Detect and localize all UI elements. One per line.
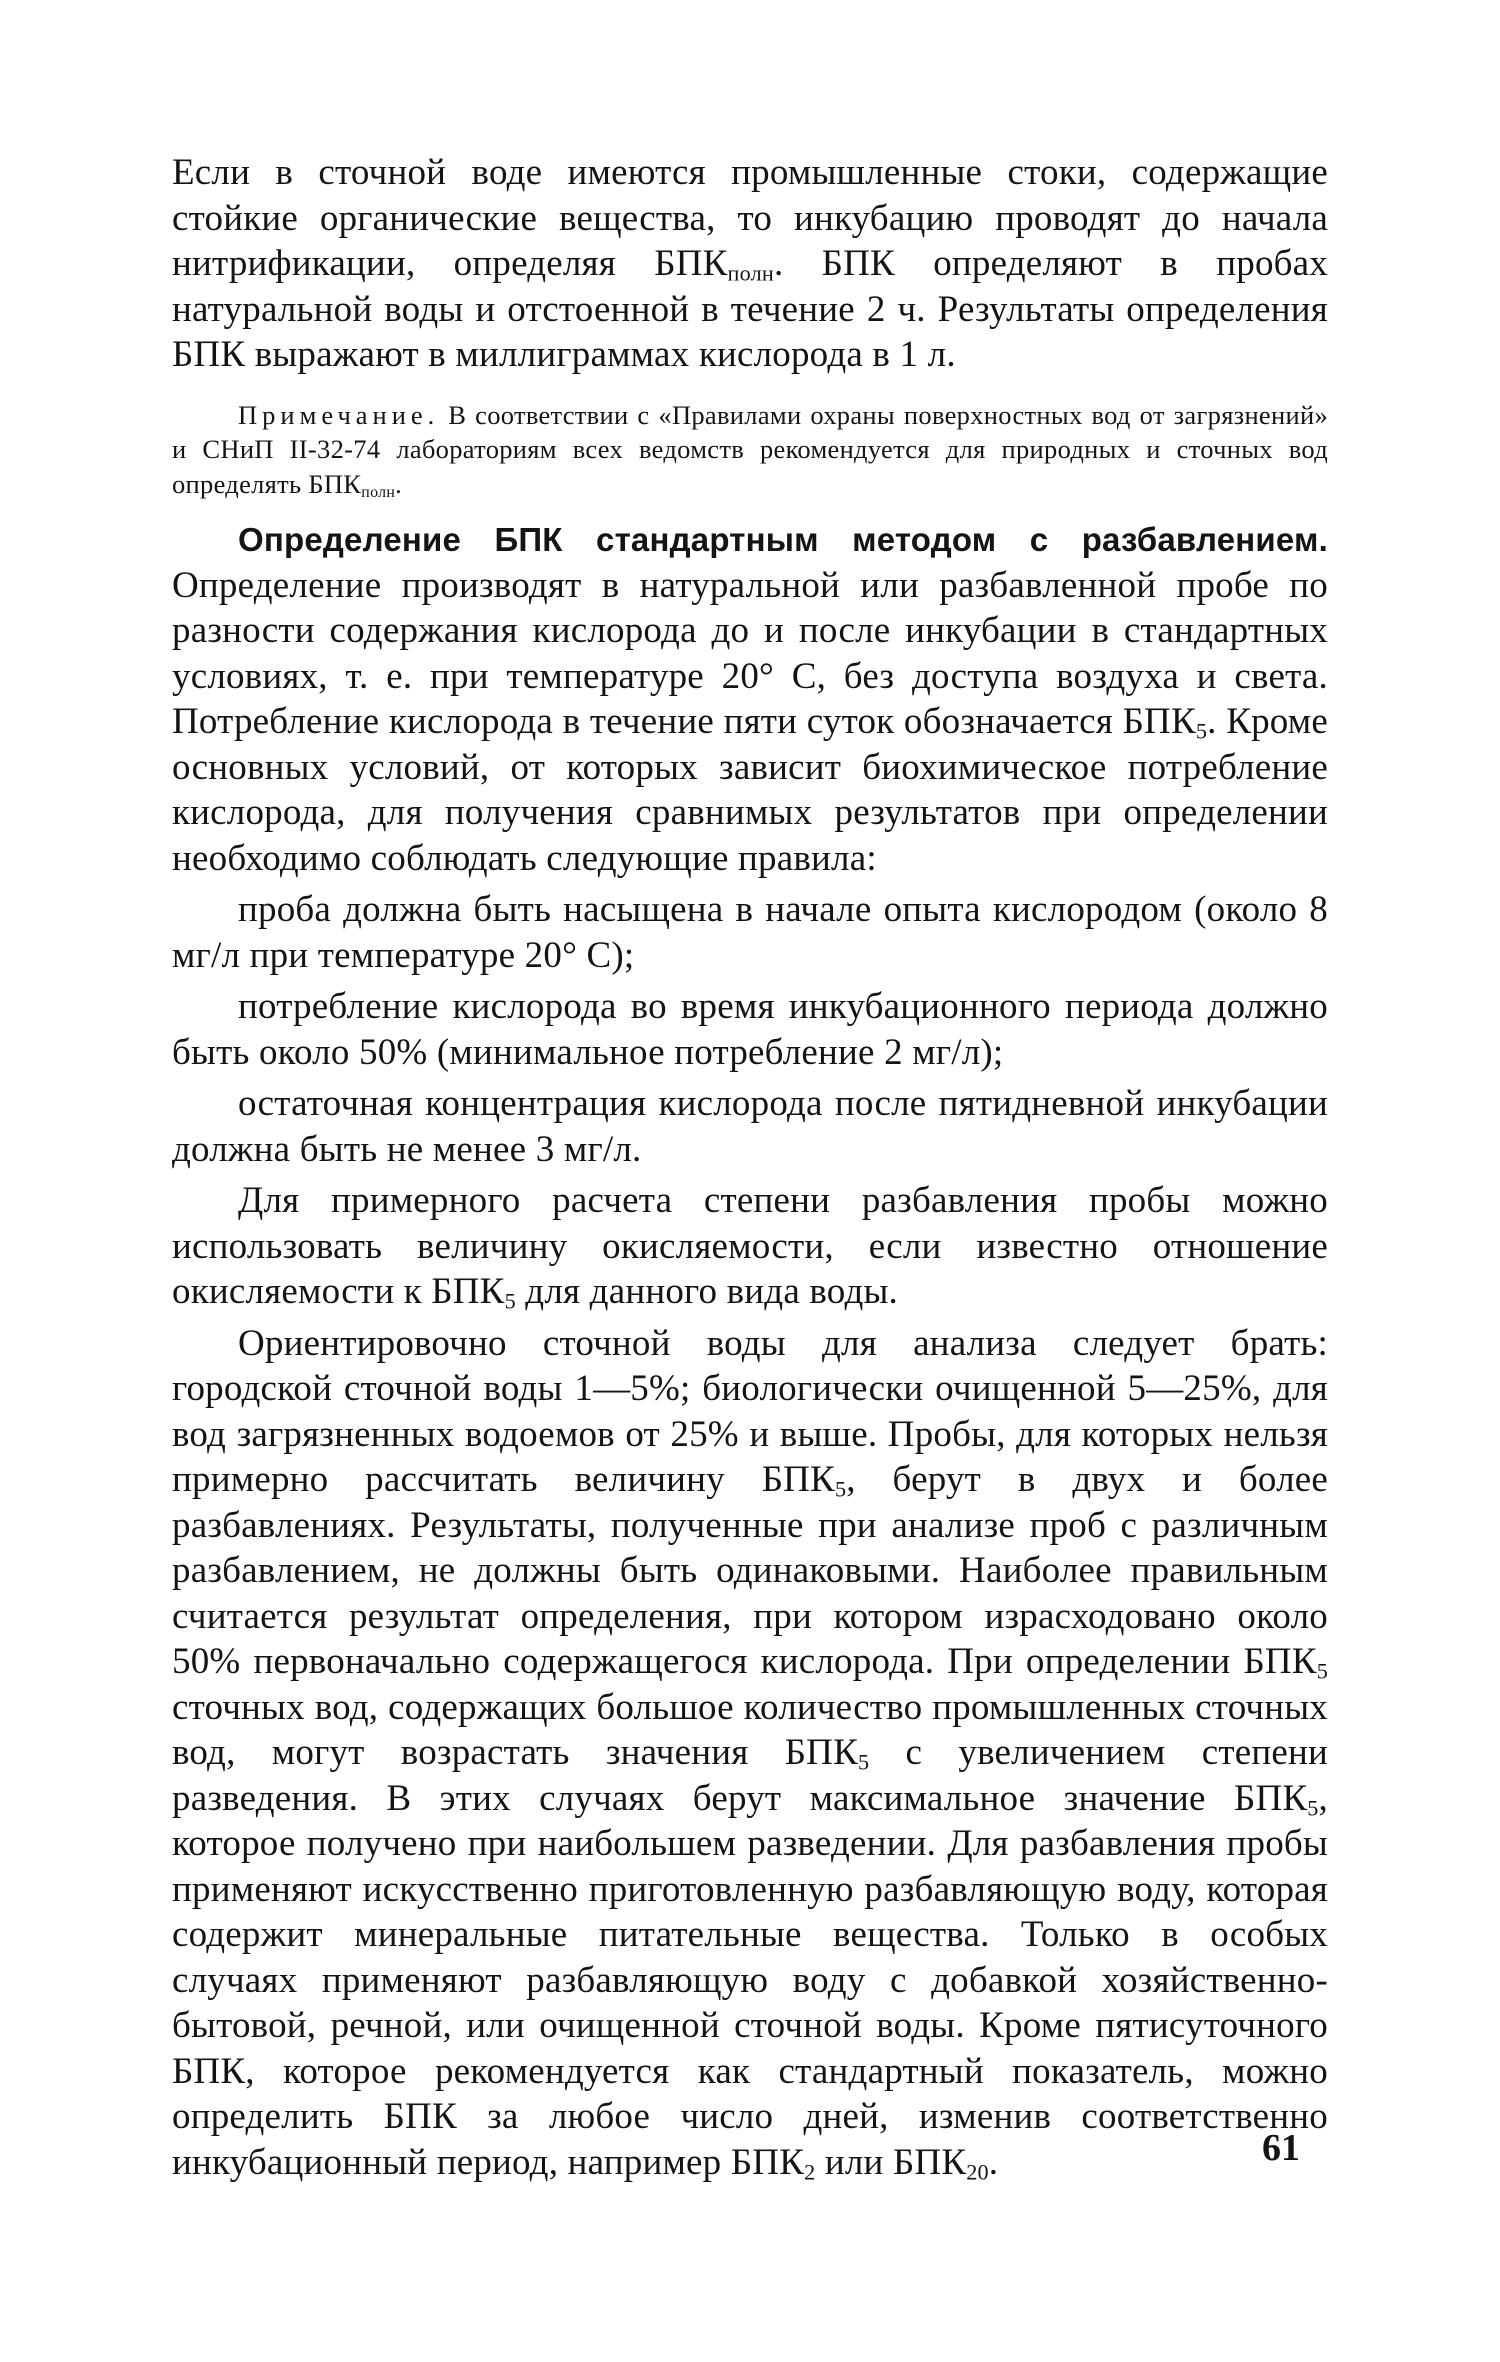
text-fragment: Если в сточной воде имеются промышленные стоки, содержащие стойкие органические вещества, то инкубацию проводят до начала нитрификации, определяя БПК [172, 152, 1328, 284]
subscript: 5 [504, 1288, 516, 1314]
paragraph-standard-method [172, 517, 1328, 881]
page-body [172, 150, 1328, 2185]
text-fragment: Определение производят в натуральной или разбавленной пробе по разности содержания кислорода до и после инкубации в стандартных условиях, т. е. при температуре 20° С, без доступа воздуха и света. Потребление кислорода в течение пяти суток обозначается БПК [172, 564, 1328, 742]
text-fragment: для данного вида воды. [515, 1271, 898, 1312]
text-fragment: . БПК определяют в пробах натуральной воды и отстоенной в течение 2 ч. Результаты определения БПК выражают в миллиграммах кислорода в 1 л. [172, 243, 1329, 375]
text-fragment: с увеличением степени разведения. В этих случаях берут максимальное значение БПК [172, 1732, 1328, 1819]
text-fragment: Ориентировочно сточной воды для анализа следует брать: городской сточной воды 1—5%; биологически очищенной 5—25%, для вод загрязненных водоемов от 25% и выше. Пробы, для которых нельзя примерно рассчитать величину БПК [172, 1322, 1328, 1500]
section-heading: Определение БПК стандартным методом с разбавлением. [238, 521, 1328, 558]
rule-consumption: потребление кислорода во время инкубационного периода должно быть около 50% (минимальное потребление 2 мг/л); [172, 986, 1328, 1073]
subscript: 5 [857, 1749, 870, 1775]
text-fragment: Для примерного расчета степени разбавления пробы можно использовать величину окисляемости, если известно отношение окисляемости к БПК [172, 1180, 1328, 1312]
text-fragment: , берут в двух и более разбавлениях. Результаты, полученные при анализе проб с различным разбавлением, не должны быть одинаковыми. Наиболее правильным считается результат определения, при котором израсходовано около 50% первоначально содержащегося кислорода. При определении БПК [172, 1459, 1328, 1682]
paragraph-estimate [172, 1178, 1328, 1315]
text-fragment: В соответствии с «Правилами охраны поверхностных вод от загрязнений» и СНиП II-32-74 лабораториям всех ведомств рекомендуется для природных и сточных вод определять БПК [172, 399, 1328, 499]
text-fragment: сточных вод, содержащих большое количество промышленных сточных вод, могут возрастать значения БПК [172, 1686, 1328, 1773]
text-fragment: . Кроме основных условий, от которых зависит биохимическое потребление кислорода, для получения сравнимых результатов при определении необходимо соблюдать следующие правила: [172, 701, 1329, 879]
rule-residual: остаточная концентрация кислорода после пятидневной инкубации должна быть не менее 3 мг/л. [172, 1083, 1328, 1170]
subscript: 5 [1307, 1795, 1319, 1821]
subscript: 5 [1316, 1658, 1328, 1684]
page-number: 61 [1262, 2127, 1300, 2169]
text-fragment: , которое получено при наибольшем разведении. Для разбавления пробы применяют искусственно приготовленную разбавляющую воду, которая содержит минеральные питательные вещества. Только в особых случаях применяют разбавляющую воду с добавкой хозяйственно-бытовой, речной, или очищенной сточной воды. Кроме пятисуточного БПК, которое рекомендуется как стандартный показатель, можно определить БПК за любое число дней, изменив соответственно инкубационный период, например БПК [172, 1777, 1328, 2183]
text-fragment: . [988, 2141, 999, 2183]
subscript: 2 [804, 2159, 816, 2185]
paragraph-incubation [172, 150, 1328, 378]
text-fragment: или БПК [815, 2141, 967, 2183]
note-paragraph [172, 398, 1328, 502]
subscript: полн [361, 483, 396, 501]
subscript: 5 [834, 1476, 847, 1502]
paragraph-dilution [172, 1321, 1328, 2186]
rule-saturation: проба должна быть насыщена в начале опыта кислородом (около 8 мг/л при температуре 20° С); [172, 889, 1328, 976]
text-fragment: . [395, 468, 403, 499]
note-label: Примечание. [238, 399, 440, 430]
subscript: 5 [1195, 718, 1208, 744]
subscript: 20 [966, 2159, 989, 2185]
subscript: полн [727, 260, 774, 286]
